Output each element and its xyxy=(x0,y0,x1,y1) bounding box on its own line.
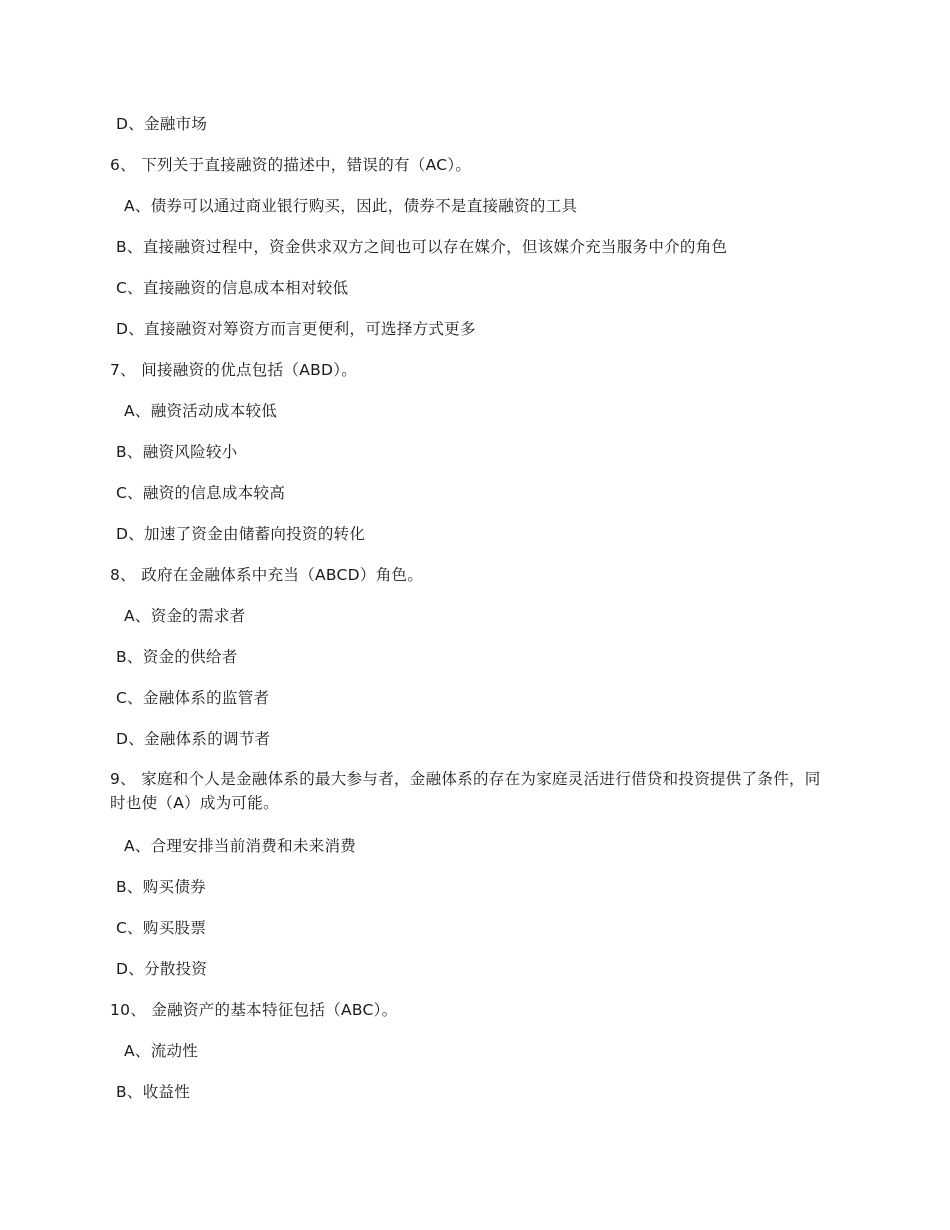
question-8: 8、 政府在金融体系中充当（ABCD）角色。 xyxy=(110,566,424,584)
question-9: 9、 家庭和个人是金融体系的最大参与者，金融体系的存在为家庭灵活进行借贷和投资提供了条件，同时也使（A）成为可能。 xyxy=(110,770,821,812)
q6-option-b: B、直接融资过程中，资金供求双方之间也可以存在媒介，但该媒介充当服务中介的角色 xyxy=(116,238,728,256)
q10-option-b: B、收益性 xyxy=(116,1083,191,1101)
q8-option-b: B、资金的供给者 xyxy=(116,648,238,666)
q7-option-d: D、加速了资金由储蓄向投资的转化 xyxy=(116,525,366,543)
q9-option-a: A、合理安排当前消费和未来消费 xyxy=(124,837,357,855)
q6-option-c: C、直接融资的信息成本相对较低 xyxy=(116,279,349,297)
q8-option-a: A、资金的需求者 xyxy=(124,607,246,625)
option-d-financial-market: D、金融市场 xyxy=(116,115,208,133)
question-7: 7、 间接融资的优点包括（ABD）。 xyxy=(110,361,358,379)
q7-option-b: B、融资风险较小 xyxy=(116,443,238,461)
q9-option-d: D、分散投资 xyxy=(116,960,208,978)
q10-option-a: A、流动性 xyxy=(124,1042,199,1060)
question-6: 6、 下列关于直接融资的描述中，错误的有（AC）。 xyxy=(110,156,472,174)
q9-option-b: B、购买债券 xyxy=(116,878,206,896)
q8-option-c: C、金融体系的监管者 xyxy=(116,689,270,707)
q6-option-a: A、债券可以通过商业银行购买，因此，债券不是直接融资的工具 xyxy=(124,197,578,215)
question-10: 10、 金融资产的基本特征包括（ABC）。 xyxy=(110,1001,398,1019)
q9-option-c: C、购买股票 xyxy=(116,919,207,937)
q8-option-d: D、金融体系的调节者 xyxy=(116,730,271,748)
q6-option-d: D、直接融资对筹资方而言更便利，可选择方式更多 xyxy=(116,320,476,338)
q7-option-c: C、融资的信息成本较高 xyxy=(116,484,286,502)
q7-option-a: A、融资活动成本较低 xyxy=(124,402,278,420)
